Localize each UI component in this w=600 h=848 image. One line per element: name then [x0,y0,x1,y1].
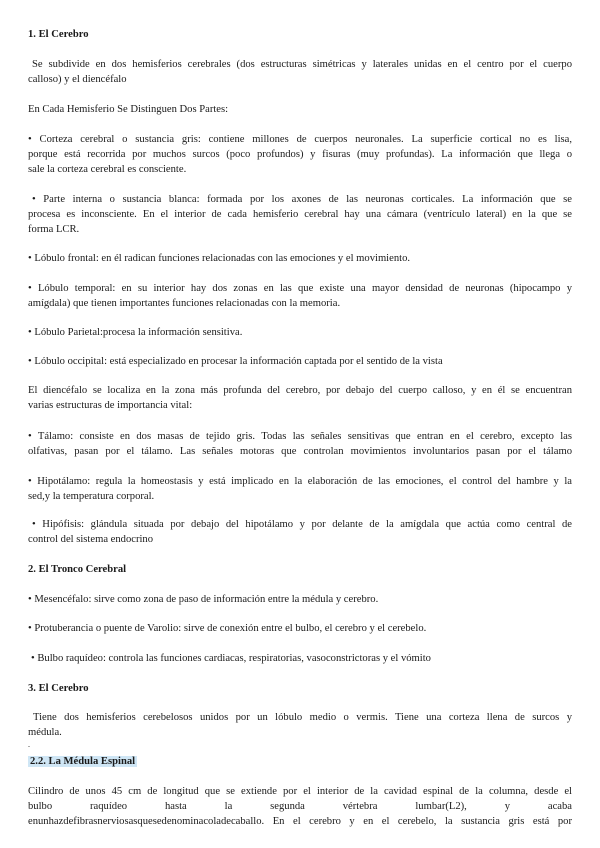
lobulo-occipital: • Lóbulo occipital: está especializado en procesar la información captada por el sentido de la vista [28,356,443,367]
hipotalamo-line-2: sed,y la temperatura corporal. [28,491,155,502]
hipotalamo-line-1: • Hipotálamo: regula la homeostasis y está implicado en la elaboración de las emociones, el control del hambre y la [28,476,572,487]
interna-line-2: procesa es inconsciente. En el interior de cada hemisferio cerebral hay una cámara (ventrículo lateral) en la que se [28,209,572,220]
diencefalo-line-2: varias estructuras de importancia vital: [28,400,193,411]
partes-title: En Cada Hemisferio Se Distinguen Dos Partes: [28,104,229,115]
temporal-line-1: • Lóbulo temporal: en su interior hay dos zonas en las que existe una mayor densidad de neuronas (hipocampo y [28,283,572,294]
interna-line-1: • Parte interna o sustancia blanca: formada por los axones de las neuronas corticales. La información que se [32,194,572,205]
interna-line-3: forma LCR. [28,224,80,235]
protuberancia: • Protuberancia o puente de Varolio: sirve de conexión entre el bulbo, el cerebro y el cerebelo. [28,623,427,634]
corteza-line-1: • Corteza cerebral o sustancia gris: contiene millones de cuerpos neuronales. La superficie cortical no es lisa, [28,134,572,145]
heading-medula-espinal [28,755,572,769]
talamo-line-2: olfativas, pasan por el tálamo. Las señales motoras que controlan movimientos involuntarios pasan por el tálamo [28,446,572,457]
heading-el-cerebro: 1. El Cerebro [28,29,89,40]
temporal-line-2: amígdala) que tienen importantes funciones relacionadas con la memoria. [28,298,341,309]
corteza-line-3: sale la corteza cerebral es consciente. [28,164,187,175]
bulbo-raquideo: • Bulbo raquídeo: controla las funciones cardiacas, respiratorias, vasoconstrictoras y el vómito [31,653,431,664]
hipofisis-line-1: • Hipófisis: glándula situada por debajo del hipotálamo y por delante de la amígdala que actúa como central de [32,519,572,530]
highlighted-heading: 2.2. La Médula Espinal [30,756,136,767]
lobulo-frontal: • Lóbulo frontal: en él radican funciones relacionadas con las emociones y el movimiento. [28,253,411,264]
intro-line-1: Se subdivide en dos hemisferios cerebrales (dos estructuras simétricas y laterales unidas en el centro por el cuerpo [32,59,572,70]
medula-line-3: enunhazdefibrasnerviosasquesedenominacoladecaballo. En el cerebro y en el cerebelo, la sustancia gris está por [28,816,572,827]
lobulo-parietal: • Lóbulo Parietal:procesa la información sensitiva. [28,327,243,338]
intro-line-2: calloso) y el diencéfalo [28,74,127,85]
separator-dot: . [28,740,30,749]
heading-tronco-cerebral: 2. El Tronco Cerebral [28,564,127,575]
medula-line-2: bulbo raquídeo hasta la segunda vértebra lumbar(L2), y acaba [28,801,572,812]
cerebelo-line-2: médula. [28,727,62,738]
hipofisis-line-2: control del sistema endocrino [28,534,154,545]
medula-line-1: Cilindro de unos 45 cm de longitud que se extiende por el interior de la cavidad espinal de la columna, desde el [28,786,572,797]
mesencefalo: • Mesencéfalo: sirve como zona de paso de información entre la médula y cerebro. [28,594,379,605]
talamo-line-1: • Tálamo: consiste en dos masas de tejido gris. Todas las señales sensitivas que entran en el cerebro, excepto las [28,431,572,442]
cerebelo-line-1: Tiene dos hemisferios cerebelosos unidos por un lóbulo medio o vermis. Tiene una corteza llena de surcos y [33,712,572,723]
heading-el-cerebelo: 3. El Cerebro [28,683,89,694]
diencefalo-line-1: El diencéfalo se localiza en la zona más profunda del cerebro, por debajo del cuerpo calloso, y en él se encuentran [28,385,572,396]
corteza-line-2: porque está recorrida por muchos surcos (poco profundos) y fisuras (muy profundas). La información que llega o [28,149,572,160]
